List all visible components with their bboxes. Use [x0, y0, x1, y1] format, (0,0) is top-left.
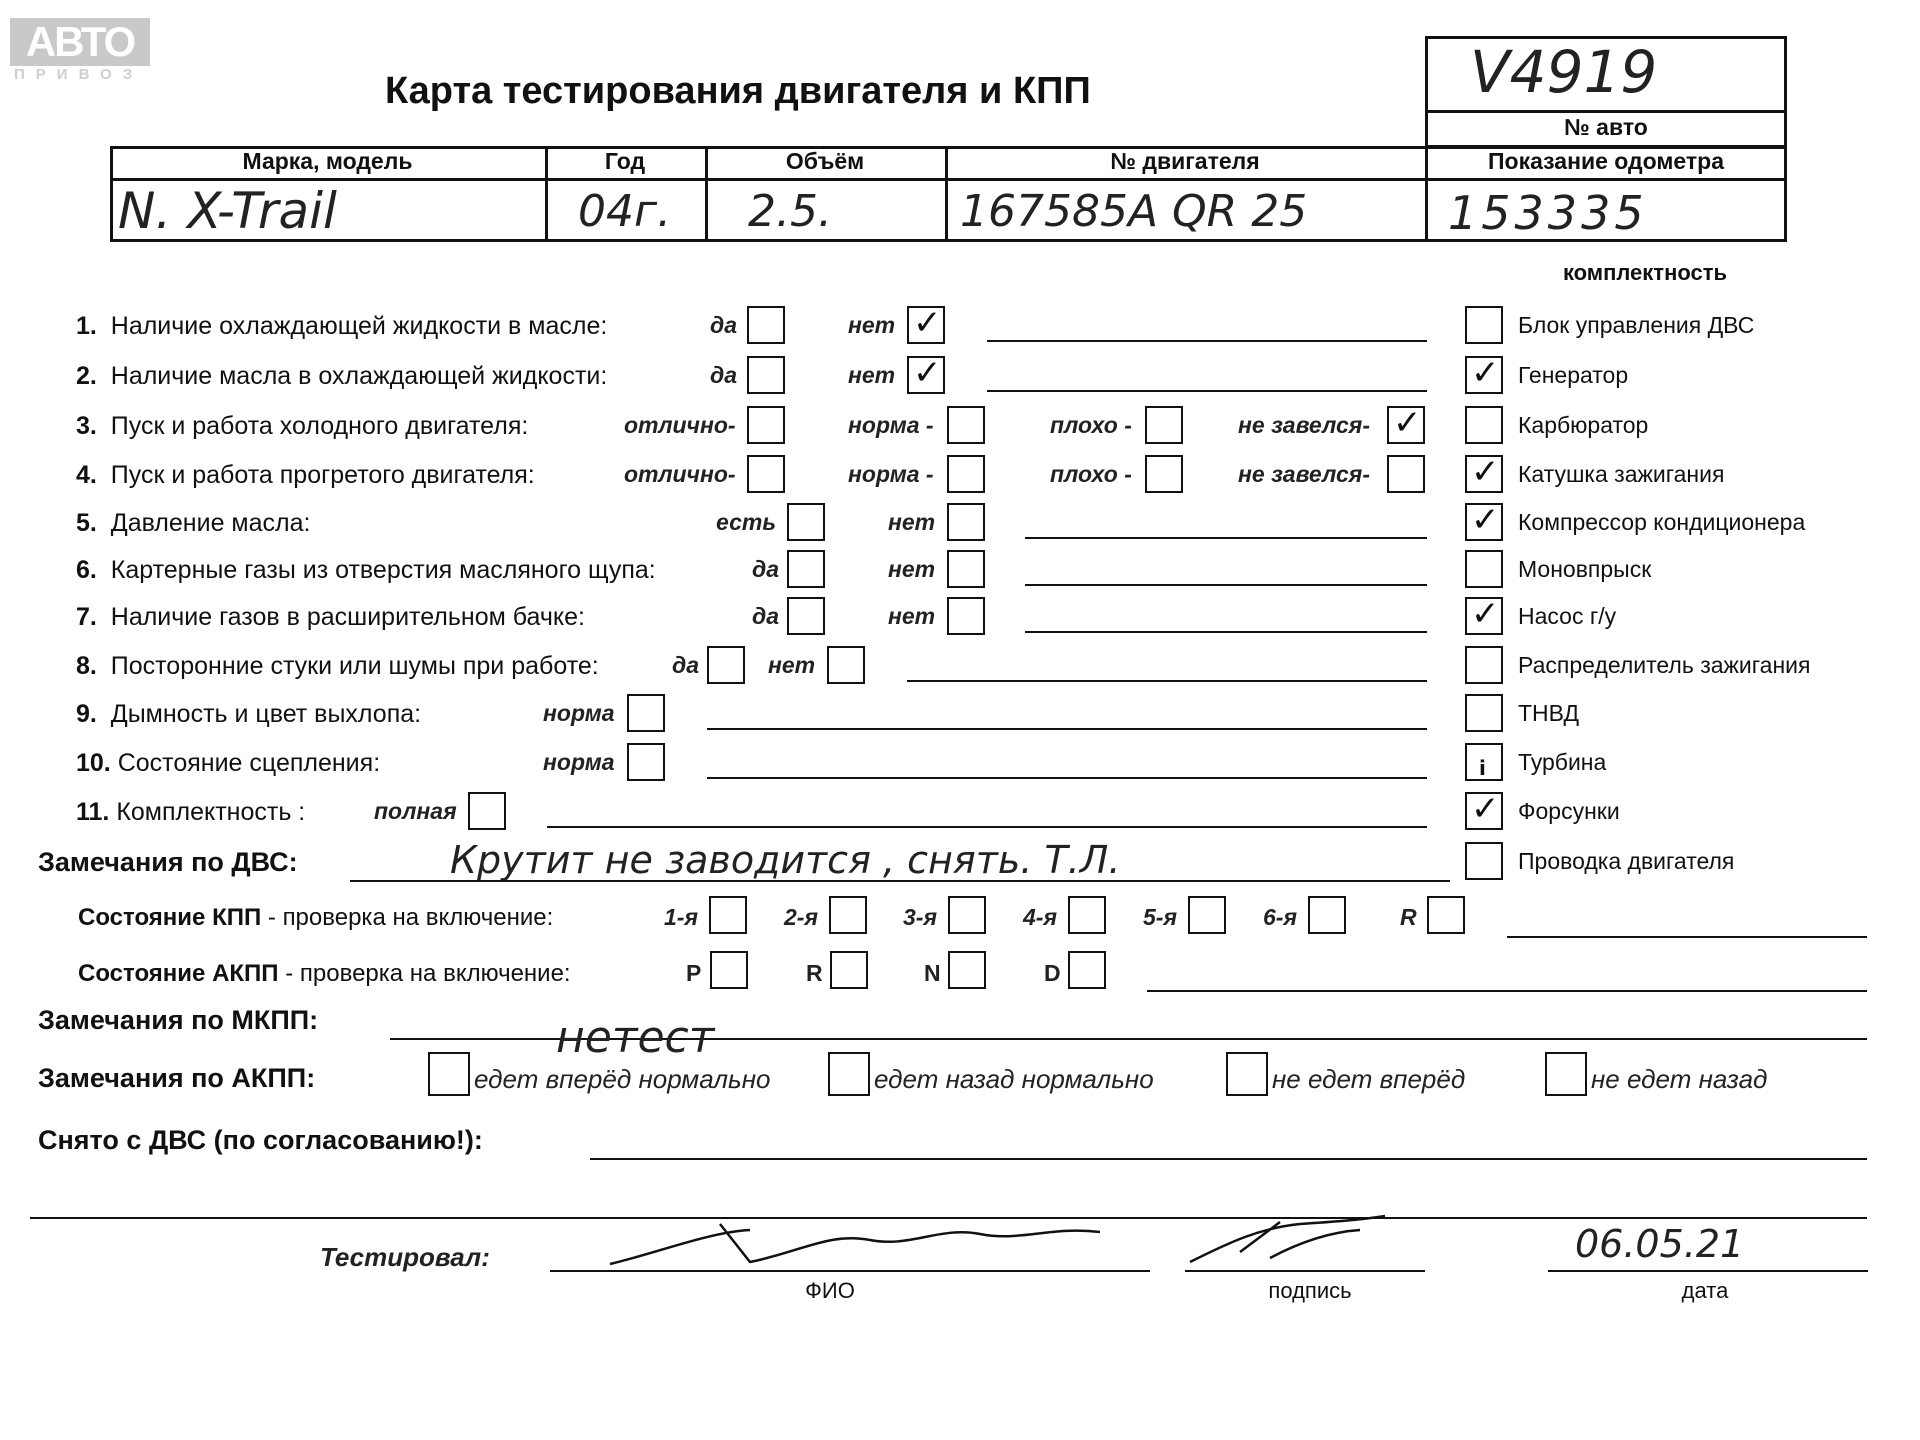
akpp-label: Состояние АКПП - проверка на включение: — [78, 960, 571, 987]
car-number-label: № авто — [1564, 114, 1648, 140]
opt-label: нет — [888, 509, 936, 535]
gear-label: R — [1400, 904, 1417, 930]
checkbox-carburetor[interactable] — [1465, 406, 1503, 444]
check-mark-icon: ✓ — [1471, 452, 1500, 492]
removed-label: Снято с ДВС (по согласованию!): — [38, 1125, 483, 1155]
header-model: Марка, модель — [242, 148, 413, 174]
check-mark-icon: ✓ — [1471, 594, 1500, 634]
opt-label: да — [752, 603, 780, 629]
gear-label: D — [1044, 960, 1061, 986]
signature — [1180, 1212, 1400, 1274]
checkbox-akpp-d[interactable] — [1068, 951, 1106, 989]
checkbox-drives-forward[interactable] — [428, 1052, 470, 1096]
opt-label: норма - — [848, 461, 934, 487]
item-5: 5. Давление масла: — [76, 509, 311, 537]
opt-label: плохо - — [1050, 412, 1132, 438]
mkpp-remarks-label: Замечания по МКПП: — [38, 1005, 319, 1035]
gear-label: P — [686, 960, 702, 986]
checkbox-item-8-no[interactable] — [827, 646, 865, 684]
checkbox-injectors[interactable] — [1465, 789, 1503, 830]
checkbox-gear-1[interactable] — [709, 896, 747, 934]
header-volume: Объём — [785, 148, 865, 174]
answer-line — [987, 340, 1427, 342]
checkbox-gear-3[interactable] — [948, 896, 986, 934]
checkbox-item-3-not-started[interactable] — [1387, 403, 1425, 444]
car-number-value: V4919 — [1470, 38, 1658, 106]
kpp-label: Состояние КПП - проверка на включение: — [78, 904, 554, 931]
checkbox-item-10-normal[interactable] — [627, 743, 665, 781]
value-model: N. X-Trail — [118, 182, 337, 240]
page-title: Карта тестирования двигателя и КПП — [385, 70, 1091, 112]
akpp-remarks-label: Замечания по АКПП: — [38, 1063, 316, 1093]
checkbox-akpp-n[interactable] — [948, 951, 986, 989]
answer-line — [1025, 584, 1427, 586]
answer-line — [1025, 631, 1427, 633]
answer-line — [987, 390, 1427, 392]
checkbox-generator[interactable] — [1465, 353, 1503, 394]
divider — [1425, 110, 1787, 113]
header-engine-no: № двигателя — [1110, 148, 1260, 174]
opt-label: отлично- — [624, 412, 736, 438]
checkbox-akpp-p[interactable] — [710, 951, 748, 989]
gear-label: 2-я — [784, 904, 818, 930]
answer-line — [350, 880, 1450, 882]
item-3: 3. Пуск и работа холодного двигателя: — [76, 412, 529, 440]
answer-line — [1507, 936, 1867, 938]
opt-label: не завелся- — [1238, 412, 1370, 438]
opt-label: норма - — [848, 412, 934, 438]
header-year: Год — [604, 148, 646, 174]
dvs-remarks-value: Крутит не заводится , снять. Т.Л. — [450, 838, 1121, 882]
item-6: 6. Картерные газы из отверстия масляного щупа: — [76, 556, 656, 584]
item-8: 8. Посторонние стуки или шумы при работе: — [76, 652, 599, 680]
value-year: 04г. — [578, 186, 672, 237]
option-label: едет вперёд нормально — [474, 1064, 771, 1094]
opt-label: нет — [848, 312, 896, 338]
tested-by-label: Тестировал: — [320, 1242, 490, 1272]
completeness-item: Моновпрыск — [1518, 556, 1652, 582]
header-odometer: Показание одометра — [1488, 148, 1724, 174]
checkbox-akpp-r[interactable] — [830, 951, 868, 989]
opt-label: есть — [716, 509, 776, 535]
logo: АВТО — [10, 18, 150, 66]
checkbox-no-forward[interactable] — [1226, 1052, 1268, 1096]
checkbox-gear-r[interactable] — [1427, 896, 1465, 934]
checkbox-item-8-yes[interactable] — [707, 646, 745, 684]
checkbox-item-4-not-started[interactable] — [1387, 455, 1425, 493]
value-odometer: 153335 — [1448, 186, 1648, 240]
checkbox-gear-6[interactable] — [1308, 896, 1346, 934]
completeness-item: Турбина — [1518, 749, 1607, 775]
checkbox-mono-injection[interactable] — [1465, 550, 1503, 588]
divider — [110, 178, 1787, 181]
check-mark-icon: i — [1479, 756, 1486, 780]
opt-label: да — [672, 652, 700, 678]
checkbox-ac-compressor[interactable] — [1465, 500, 1503, 541]
checkbox-item-4-bad[interactable] — [1145, 455, 1183, 493]
checkbox-ecu[interactable] — [1465, 306, 1503, 344]
answer-line — [1147, 990, 1867, 992]
signature-label: подпись — [1268, 1278, 1352, 1303]
opt-label: нет — [848, 362, 896, 388]
fio-signature — [600, 1212, 1120, 1274]
completeness-title: комплектность — [1562, 260, 1728, 285]
checkbox-item-5-no[interactable] — [947, 503, 985, 541]
completeness-item: Генератор — [1518, 362, 1629, 388]
opt-label: отлично- — [624, 461, 736, 487]
opt-label: плохо - — [1050, 461, 1132, 487]
checkbox-item-7-no[interactable] — [947, 597, 985, 635]
opt-label: да — [752, 556, 780, 582]
checkbox-item-4-excellent[interactable] — [747, 455, 785, 493]
item-4: 4. Пуск и работа прогретого двигателя: — [76, 461, 535, 489]
checkbox-item-1-yes[interactable] — [747, 306, 785, 344]
completeness-item: ТНВД — [1518, 700, 1580, 726]
completeness-item: Компрессор кондиционера — [1518, 509, 1806, 535]
date-line — [1548, 1270, 1868, 1272]
item-2: 2. Наличие масла в охлаждающей жидкости: — [76, 362, 608, 390]
logo-subtitle: ПРИВОЗ — [14, 66, 144, 83]
gear-label: 5-я — [1143, 904, 1177, 930]
value-engine-no: 167585A QR 25 — [960, 186, 1308, 237]
checkbox-item-5-yes[interactable] — [787, 503, 825, 541]
date-label: дата — [1681, 1278, 1729, 1303]
opt-label: нет — [888, 556, 936, 582]
gear-label: R — [806, 960, 823, 986]
gear-label: 1-я — [664, 904, 698, 930]
answer-line — [547, 826, 1427, 828]
gear-label: 3-я — [903, 904, 937, 930]
opt-label: норма — [543, 700, 615, 726]
option-label: едет назад нормально — [874, 1064, 1154, 1094]
checkbox-power-steering-pump[interactable] — [1465, 594, 1503, 635]
opt-label: да — [710, 362, 738, 388]
checkbox-drives-back[interactable] — [828, 1052, 870, 1096]
item-10: 10. Состояние сцепления: — [76, 749, 381, 777]
checkbox-item-6-yes[interactable] — [787, 550, 825, 588]
completeness-item: Проводка двигателя — [1518, 848, 1735, 874]
completeness-item: Форсунки — [1518, 798, 1620, 824]
date-value: 06.05.21 — [1575, 1222, 1745, 1266]
check-mark-icon: ✓ — [1471, 500, 1500, 540]
option-label: не едет назад — [1591, 1064, 1768, 1094]
option-label: не едет вперёд — [1272, 1064, 1466, 1094]
check-mark-icon: ✓ — [1471, 789, 1500, 829]
answer-line — [707, 777, 1427, 779]
checkbox-item-9-normal[interactable] — [627, 694, 665, 732]
checkbox-item-3-excellent[interactable] — [747, 406, 785, 444]
checkbox-item-4-normal[interactable] — [947, 455, 985, 493]
checkbox-item-6-no[interactable] — [947, 550, 985, 588]
opt-label: да — [710, 312, 738, 338]
answer-line — [907, 680, 1427, 682]
answer-line — [590, 1158, 1867, 1160]
check-mark-icon: ✓ — [913, 303, 942, 343]
checkbox-engine-wiring[interactable] — [1465, 842, 1503, 880]
mkpp-remarks-value: нетест — [556, 1012, 715, 1063]
opt-label: норма — [543, 749, 615, 775]
gear-label: 4-я — [1023, 904, 1057, 930]
checkbox-item-1-no[interactable] — [907, 303, 945, 344]
opt-label: нет — [768, 652, 816, 678]
completeness-item: Распределитель зажигания — [1518, 652, 1811, 678]
opt-label: полная — [374, 798, 457, 824]
checkbox-ignition-coil[interactable] — [1465, 452, 1503, 493]
checkbox-distributor[interactable] — [1465, 646, 1503, 684]
dvs-remarks-label: Замечания по ДВС: — [38, 847, 298, 877]
item-7: 7. Наличие газов в расширительном бачке: — [76, 603, 585, 631]
opt-label: нет — [888, 603, 936, 629]
check-mark-icon: ✓ — [913, 353, 942, 393]
answer-line — [1025, 537, 1427, 539]
gear-label: 6-я — [1263, 904, 1297, 930]
completeness-item: Блок управления ДВС — [1518, 312, 1755, 338]
checkbox-no-back[interactable] — [1545, 1052, 1587, 1096]
completeness-item: Насос г/у — [1518, 603, 1617, 629]
checkbox-gear-2[interactable] — [829, 896, 867, 934]
item-1: 1. Наличие охлаждающей жидкости в масле: — [76, 312, 608, 340]
checkbox-item-2-no[interactable] — [907, 353, 945, 394]
checkbox-item-3-normal[interactable] — [947, 406, 985, 444]
completeness-item: Карбюратор — [1518, 412, 1649, 438]
gear-label: N — [924, 960, 941, 986]
checkbox-item-2-yes[interactable] — [747, 356, 785, 394]
completeness-item: Катушка зажигания — [1518, 461, 1725, 487]
fio-label: ФИО — [805, 1278, 855, 1303]
item-9: 9. Дымность и цвет выхлопа: — [76, 700, 422, 728]
checkbox-item-3-bad[interactable] — [1145, 406, 1183, 444]
check-mark-icon: ✓ — [1471, 353, 1500, 393]
checkbox-injection-pump[interactable] — [1465, 694, 1503, 732]
check-mark-icon: ✓ — [1393, 403, 1422, 443]
checkbox-gear-4[interactable] — [1068, 896, 1106, 934]
checkbox-item-7-yes[interactable] — [787, 597, 825, 635]
value-volume: 2.5. — [748, 186, 832, 237]
opt-label: не завелся- — [1238, 461, 1370, 487]
item-11: 11. Комплектность : — [76, 798, 306, 826]
checkbox-gear-5[interactable] — [1188, 896, 1226, 934]
checkbox-item-11-full[interactable] — [468, 792, 506, 830]
checkbox-turbine[interactable] — [1465, 743, 1503, 781]
answer-line — [707, 728, 1427, 730]
